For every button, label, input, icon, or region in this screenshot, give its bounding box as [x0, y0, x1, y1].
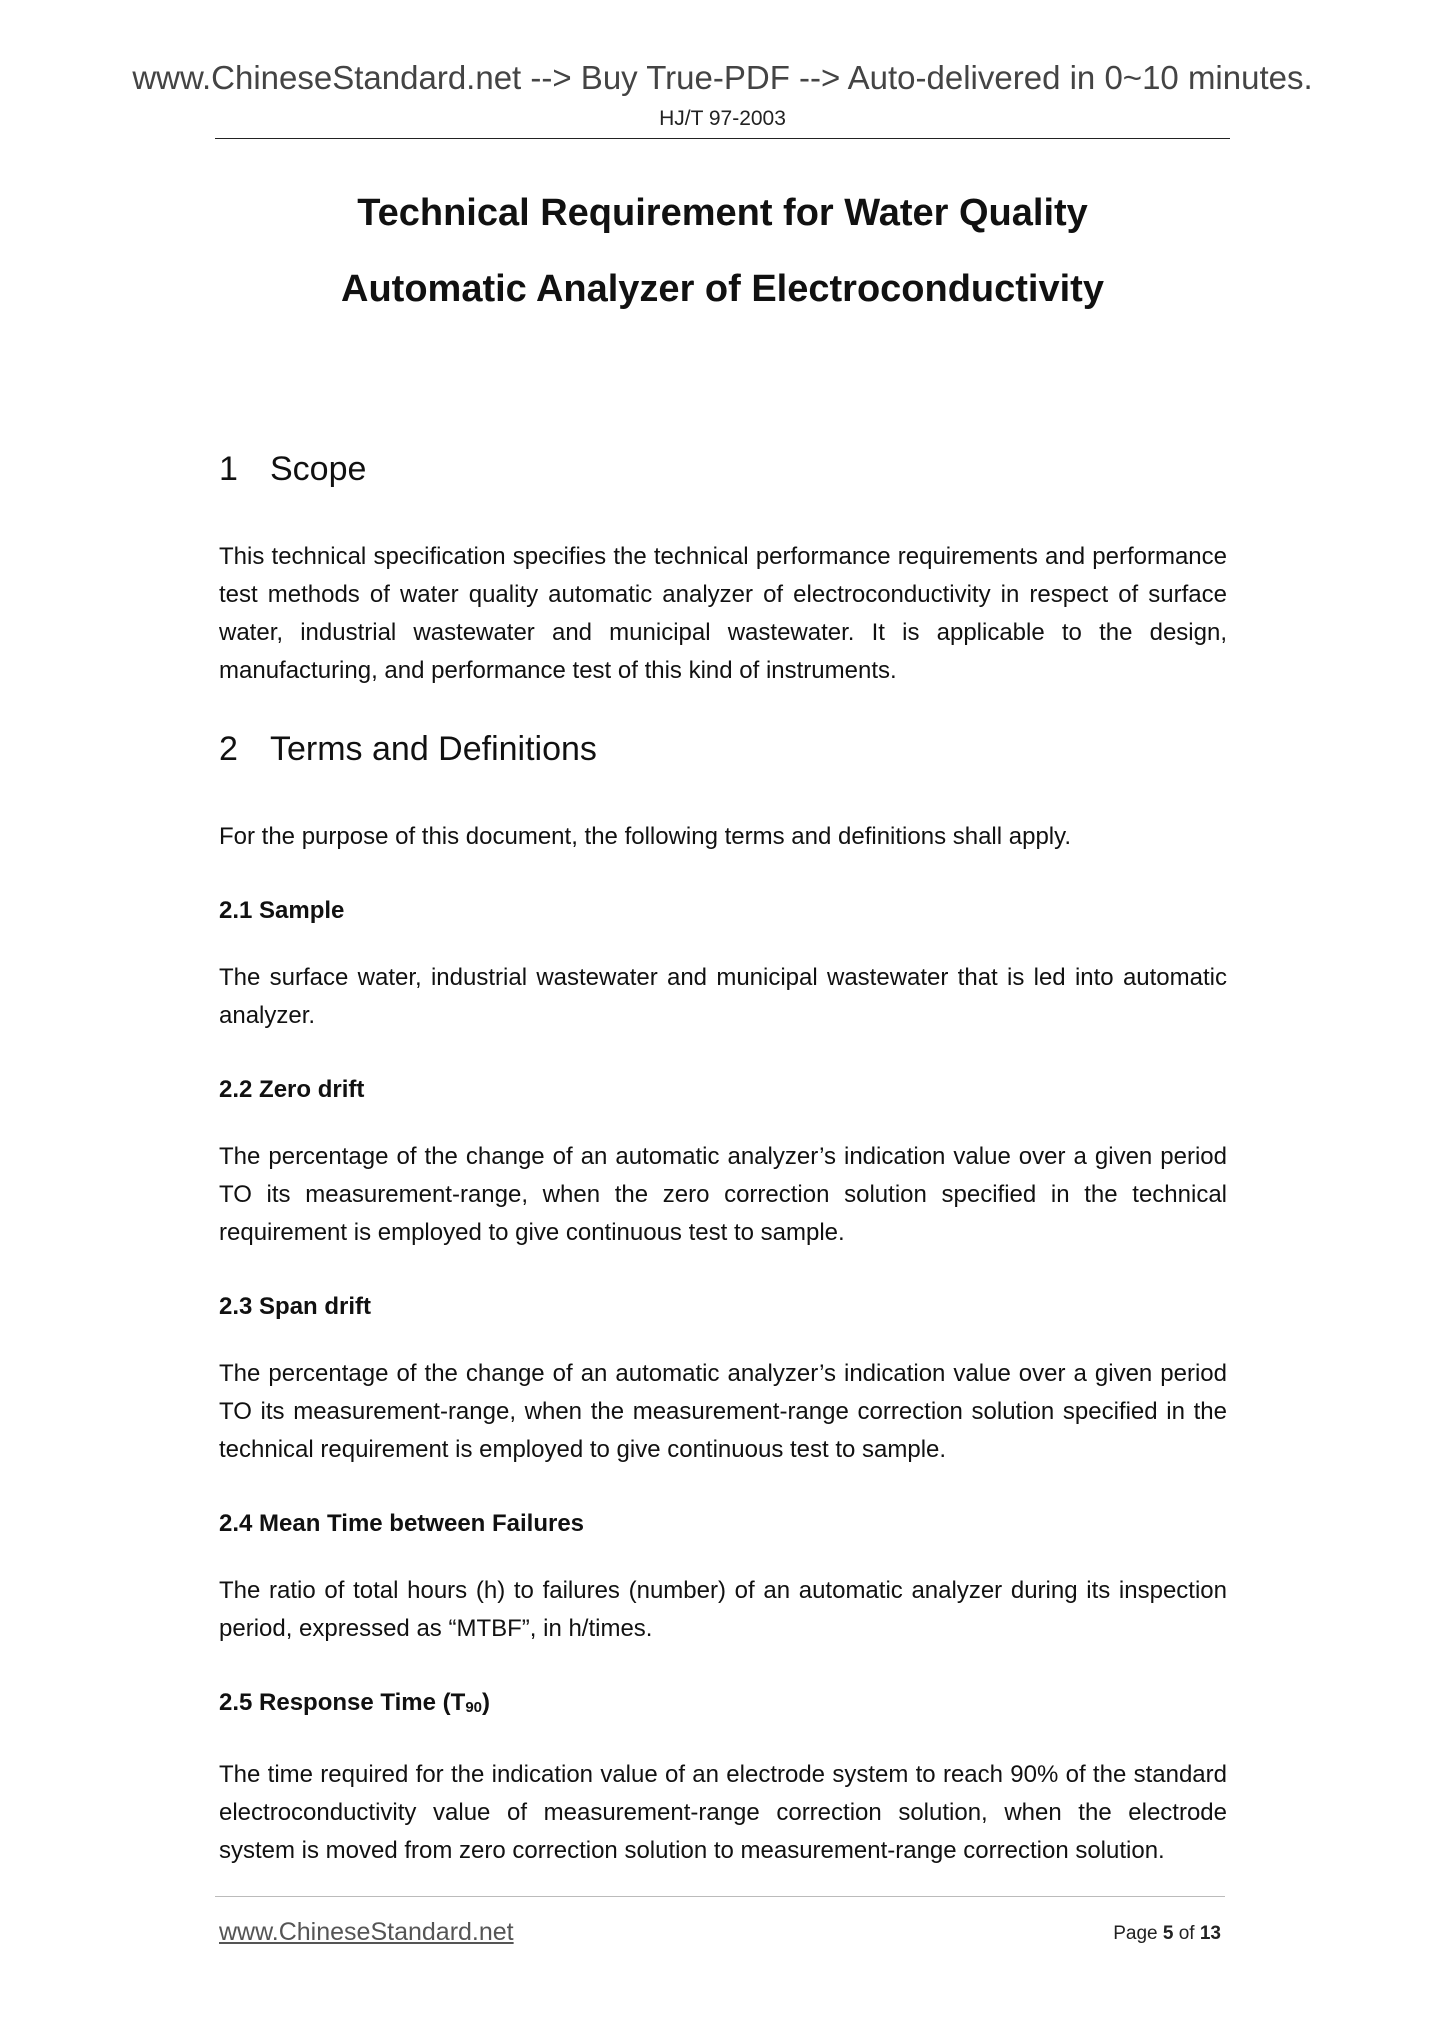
footer-website-link[interactable]: www.ChineseStandard.net	[219, 1918, 514, 1946]
definition-text-mtbf: The ratio of total hours (h) to failures (number) of an automatic analyzer during its inspection period, expressed as “MTBF”, in h/times.	[219, 1577, 1227, 1642]
terms-intro-paragraph: For the purpose of this document, the following terms and definitions shall apply.	[219, 823, 1072, 850]
section-number: 2	[219, 730, 238, 768]
page-current: 5	[1162, 1923, 1174, 1944]
definition-text-span-drift: The percentage of the change of an automatic analyzer’s indication value over a given period TO its measurement-range, when the measurement-range correction solution specified in the technical requirement is employed to give continuous test to sample.	[219, 1360, 1227, 1463]
definition-heading-span-drift: 2.3 Span drift	[219, 1293, 372, 1320]
definition-text-zero-drift: The percentage of the change of an automatic analyzer’s indication value over a given period TO its measurement-range, when the zero correction solution specified in the technical requirement is employed to give continuous test to sample.	[219, 1143, 1227, 1246]
scope-paragraph: This technical specification specifies the technical performance requirements and performance test methods of water quality automatic analyzer of electroconductivity in respect of surface water, industrial wastewater and municipal wastewater. It is applicable to the design, manufacturing, and performance test of this kind of instruments.	[219, 543, 1227, 684]
section-title: Terms and Definitions	[270, 730, 597, 768]
definition-text-sample: The surface water, industrial wastewater and municipal wastewater that is led into automatic analyzer.	[219, 964, 1227, 1029]
document-body	[219, 446, 1227, 1906]
header-divider	[215, 138, 1230, 139]
document-title-line-1: Technical Requirement for Water Quality	[357, 192, 1088, 234]
page-label: Page	[1113, 1923, 1158, 1944]
response-time-heading-close: )	[482, 1689, 490, 1716]
section-title: Scope	[270, 450, 367, 488]
document-title-line-2: Automatic Analyzer of Electroconductivity	[341, 268, 1104, 310]
response-time-subscript: 90	[465, 1699, 482, 1716]
definition-heading-mtbf: 2.4 Mean Time between Failures	[219, 1510, 585, 1537]
page-total: 13	[1199, 1923, 1221, 1944]
document-code: HJ/T 97-2003	[659, 107, 786, 130]
definition-heading-sample: 2.1 Sample	[219, 897, 345, 924]
definition-heading-zero-drift: 2.2 Zero drift	[219, 1076, 365, 1103]
definition-heading-response-time	[219, 1684, 1227, 1727]
definition-text-response-time: The time required for the indication value of an electrode system to reach 90% of the standard electroconductivity value of measurement-range correction solution, when the electrode system is moved from zero correction solution to measurement-range correction solution.	[219, 1761, 1227, 1864]
section-heading-scope	[219, 446, 1227, 492]
page-number	[1113, 1921, 1221, 1947]
section-number: 1	[219, 450, 238, 488]
section-heading-terms	[219, 726, 1227, 772]
response-time-heading-main: 2.5 Response Time (T	[219, 1689, 466, 1716]
header-banner: www.ChineseStandard.net --> Buy True-PDF --> Auto-delivered in 0~10 minutes.	[132, 59, 1313, 96]
page-of: of	[1178, 1923, 1195, 1944]
footer-divider	[215, 1896, 1225, 1897]
